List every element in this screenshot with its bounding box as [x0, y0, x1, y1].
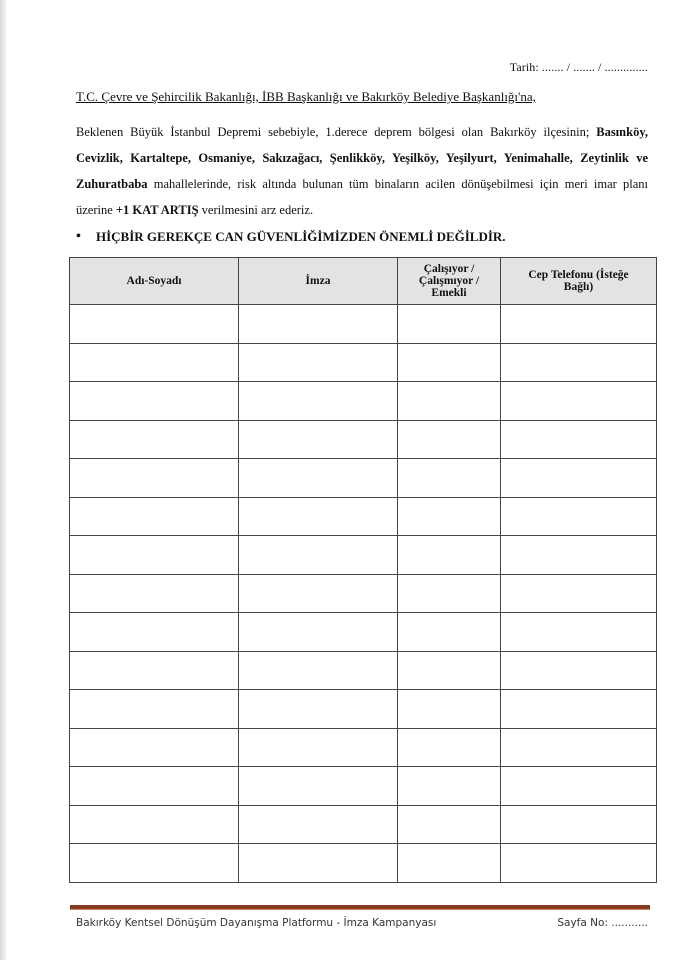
- column-header-signature: İmza: [239, 258, 398, 305]
- signature-cell[interactable]: [239, 459, 398, 498]
- signature-cell[interactable]: [239, 805, 398, 844]
- table-row: [70, 536, 657, 575]
- employment-cell[interactable]: [398, 343, 501, 382]
- table-row: [70, 613, 657, 652]
- employment-cell[interactable]: [398, 651, 501, 690]
- phone-cell[interactable]: [501, 305, 657, 344]
- petition-neighborhoods: Basınköy, Cevizlik, Kartaltepe, Osmaniye, Sakızağacı, Şenlikköy, Yeşilköy, Yeşilyurt, Yenimahalle, Zeytinlik ve Zuhuratbaba: [76, 125, 648, 191]
- signature-cell[interactable]: [239, 767, 398, 806]
- page-edge-shadow: [0, 0, 6, 960]
- name-cell[interactable]: [70, 805, 239, 844]
- petition-emphasis: +1 KAT ARTIŞ: [115, 203, 199, 217]
- name-cell[interactable]: [70, 651, 239, 690]
- employment-cell[interactable]: [398, 536, 501, 575]
- petition-middle: mahallelerinde, risk altında bulunan tüm binaların acilen dönüşebilmesi için meri imar planı üzerine: [76, 177, 648, 217]
- signature-cell[interactable]: [239, 613, 398, 652]
- employment-cell[interactable]: [398, 459, 501, 498]
- table-header-row: [70, 258, 657, 305]
- employment-cell[interactable]: [398, 844, 501, 883]
- signature-cell[interactable]: [239, 420, 398, 459]
- signature-cell[interactable]: [239, 728, 398, 767]
- signature-cell[interactable]: [239, 497, 398, 536]
- employment-cell[interactable]: [398, 613, 501, 652]
- phone-cell[interactable]: [501, 613, 657, 652]
- phone-cell[interactable]: [501, 767, 657, 806]
- table-row: [70, 844, 657, 883]
- name-cell[interactable]: [70, 767, 239, 806]
- employment-cell[interactable]: [398, 420, 501, 459]
- name-cell[interactable]: [70, 844, 239, 883]
- phone-cell[interactable]: [501, 574, 657, 613]
- petition-paragraph: [76, 119, 648, 223]
- phone-cell[interactable]: [501, 382, 657, 421]
- signature-cell[interactable]: [239, 343, 398, 382]
- bullet-statement: [76, 229, 506, 245]
- phone-cell[interactable]: [501, 343, 657, 382]
- bullet-icon: •: [76, 229, 81, 244]
- name-cell[interactable]: [70, 613, 239, 652]
- table-row: [70, 459, 657, 498]
- phone-cell[interactable]: [501, 844, 657, 883]
- phone-cell[interactable]: [501, 420, 657, 459]
- column-header-phone: Cep Telefonu (İsteğe Bağlı): [501, 258, 657, 305]
- bullet-text: HİÇBİR GEREKÇE CAN GÜVENLİĞİMİZDEN ÖNEMLİ DEĞİLDİR.: [96, 229, 506, 244]
- signature-cell[interactable]: [239, 574, 398, 613]
- petition-ending: verilmesini arz ederiz.: [198, 203, 314, 217]
- name-cell[interactable]: [70, 459, 239, 498]
- table-row: [70, 382, 657, 421]
- employment-cell[interactable]: [398, 574, 501, 613]
- signature-cell[interactable]: [239, 844, 398, 883]
- signature-cell[interactable]: [239, 305, 398, 344]
- signature-table: [69, 257, 657, 883]
- footer-campaign-title: Bakırköy Kentsel Dönüşüm Dayanışma Platformu - İmza Kampanyası: [76, 917, 437, 929]
- table-row: [70, 651, 657, 690]
- employment-cell[interactable]: [398, 690, 501, 729]
- table-row: [70, 728, 657, 767]
- name-cell[interactable]: [70, 536, 239, 575]
- signature-rows: [70, 305, 657, 883]
- phone-cell[interactable]: [501, 497, 657, 536]
- name-cell[interactable]: [70, 690, 239, 729]
- signature-cell[interactable]: [239, 536, 398, 575]
- phone-cell[interactable]: [501, 536, 657, 575]
- signature-cell[interactable]: [239, 382, 398, 421]
- employment-cell[interactable]: [398, 767, 501, 806]
- signature-cell[interactable]: [239, 651, 398, 690]
- phone-cell[interactable]: [501, 651, 657, 690]
- date-line: Tarih: ....... / ....... / ..............: [509, 60, 648, 74]
- employment-cell[interactable]: [398, 305, 501, 344]
- table-row: [70, 767, 657, 806]
- name-cell[interactable]: [70, 728, 239, 767]
- phone-cell[interactable]: [501, 459, 657, 498]
- name-cell[interactable]: [70, 305, 239, 344]
- name-cell[interactable]: [70, 497, 239, 536]
- table-row: [70, 343, 657, 382]
- column-header-employment: Çalışıyor / Çalışmıyor / Emekli: [398, 258, 501, 305]
- addressee-line: T.C. Çevre ve Şehircilik Bakanlığı, İBB Başkanlığı ve Bakırköy Belediye Başkanlığı'na,: [76, 89, 536, 104]
- signature-cell[interactable]: [239, 690, 398, 729]
- column-header-name: Adı-Soyadı: [70, 258, 239, 305]
- employment-cell[interactable]: [398, 382, 501, 421]
- phone-cell[interactable]: [501, 690, 657, 729]
- name-cell[interactable]: [70, 343, 239, 382]
- table-row: [70, 690, 657, 729]
- table-row: [70, 497, 657, 536]
- table-row: [70, 574, 657, 613]
- table-row: [70, 420, 657, 459]
- table-row: [70, 805, 657, 844]
- phone-cell[interactable]: [501, 728, 657, 767]
- footer-rule: [70, 905, 650, 910]
- employment-cell[interactable]: [398, 805, 501, 844]
- employment-cell[interactable]: [398, 497, 501, 536]
- employment-cell[interactable]: [398, 728, 501, 767]
- table-row: [70, 305, 657, 344]
- petition-intro: Beklenen Büyük İstanbul Depremi sebebiyle, 1.derece deprem bölgesi olan Bakırköy ilçesinin;: [76, 125, 597, 139]
- footer-page-number: Sayfa No: ...........: [557, 917, 648, 929]
- name-cell[interactable]: [70, 382, 239, 421]
- phone-cell[interactable]: [501, 805, 657, 844]
- name-cell[interactable]: [70, 574, 239, 613]
- name-cell[interactable]: [70, 420, 239, 459]
